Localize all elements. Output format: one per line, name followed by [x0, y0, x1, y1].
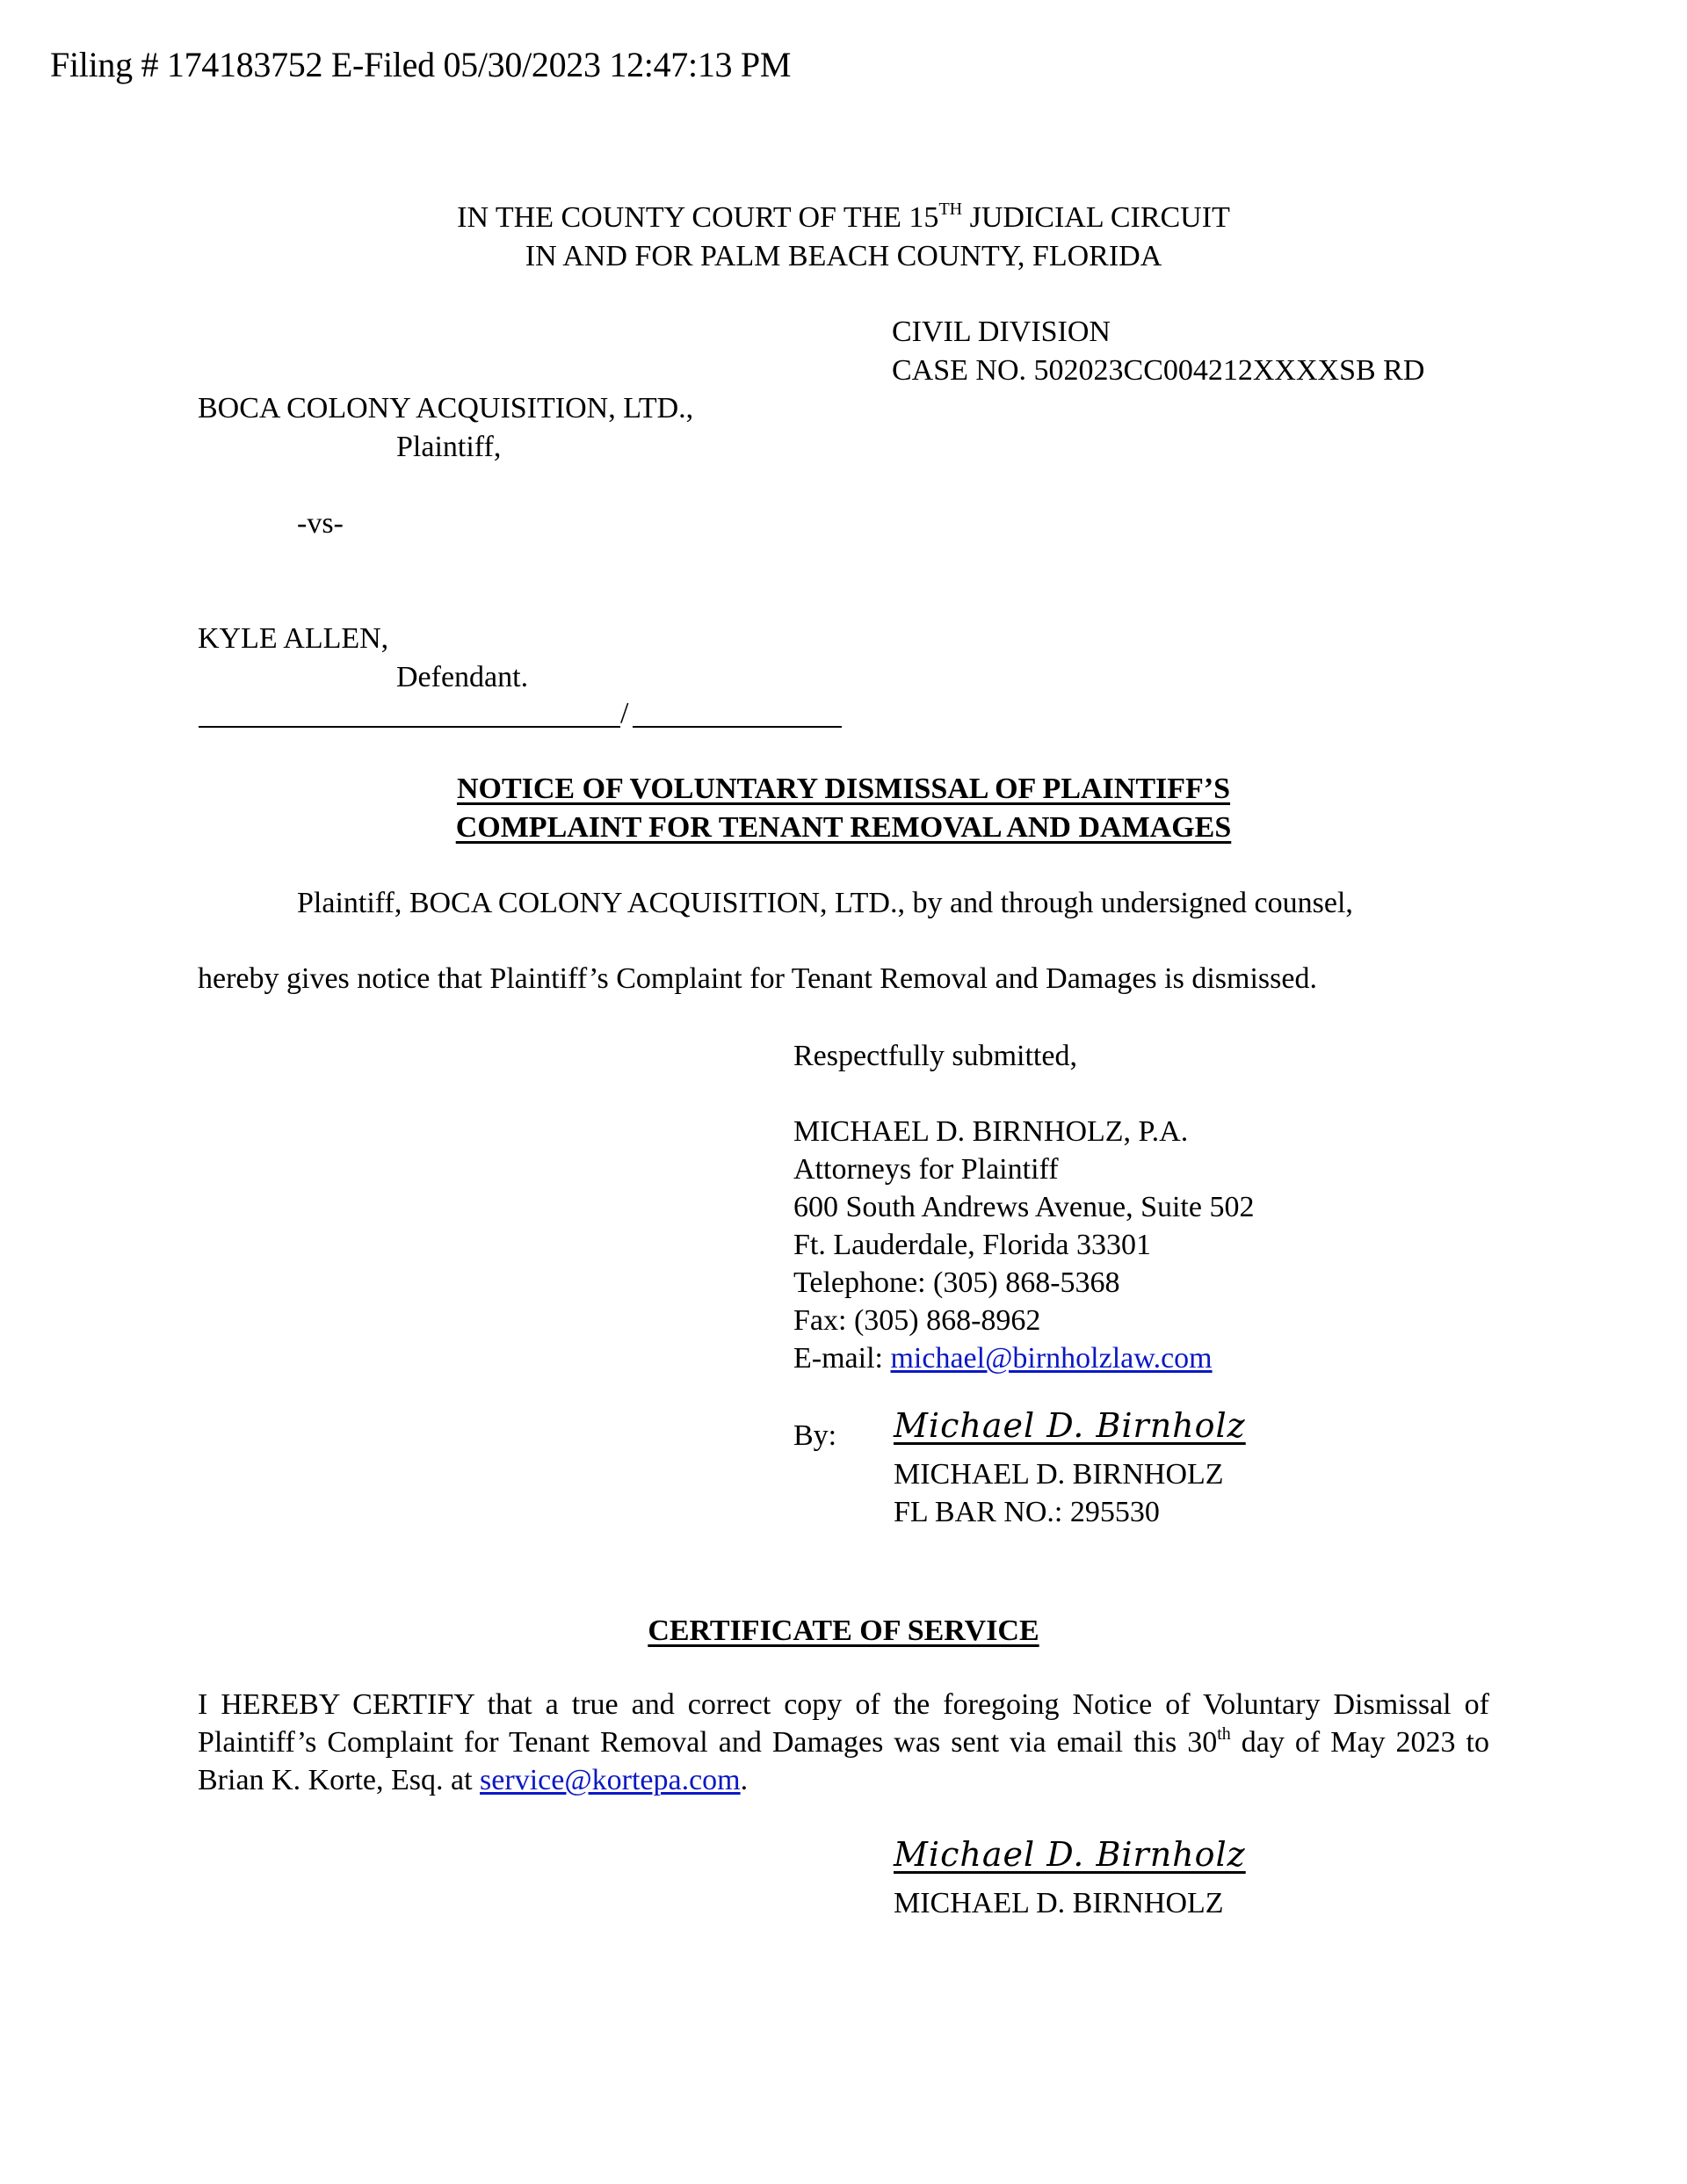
certificate-attorney-name: MICHAEL D. BIRNHOLZ	[894, 1887, 1224, 1919]
service-email-link[interactable]: service@kortepa.com	[480, 1764, 741, 1796]
telephone: Telephone: (305) 868-5368	[793, 1266, 1120, 1299]
caption-line-right	[633, 726, 842, 728]
division-label: CIVIL DIVISION	[892, 316, 1111, 348]
body-line1: Plaintiff, BOCA COLONY ACQUISITION, LTD., by and through undersigned counsel,	[297, 887, 1353, 919]
by-label: By:	[793, 1419, 837, 1452]
bar-number: FL BAR NO.: 295530	[894, 1496, 1160, 1528]
certificate-text-end: .	[740, 1764, 749, 1796]
court-header-line1	[0, 199, 1687, 237]
certificate-heading: CERTIFICATE OF SERVICE	[648, 1614, 1039, 1647]
ordinal-suffix: th	[1217, 1724, 1231, 1744]
case-number: CASE NO. 502023CC004212XXXXSB RD	[892, 354, 1425, 387]
ordinal-suffix: TH	[938, 200, 963, 219]
attorney-name: MICHAEL D. BIRNHOLZ	[894, 1458, 1224, 1491]
certificate-text-main: I HEREBY CERTIFY that a true and correct copy of the foregoing Notice of Voluntary Dismissal of Plaintiff’s Complaint for Tenant Removal and Damages was sent via email this 30	[198, 1688, 1489, 1759]
document-title-line1: NOTICE OF VOLUNTARY DISMISSAL OF PLAINTIFF’S	[456, 773, 1231, 805]
certificate-text	[198, 1686, 1489, 1799]
document-title-line2: COMPLAINT FOR TENANT REMOVAL AND DAMAGES	[455, 811, 1232, 844]
defendant-name: KYLE ALLEN,	[198, 622, 389, 655]
plaintiff-role: Plaintiff,	[396, 431, 502, 463]
firm-role: Attorneys for Plaintiff	[793, 1153, 1059, 1186]
certificate-text-recipient: day of May 2023 to Brian K. Korte, Esq. at	[198, 1726, 1489, 1796]
closing: Respectfully submitted,	[793, 1040, 1077, 1072]
caption-slash: /	[620, 697, 629, 729]
versus-label: -vs-	[297, 507, 344, 540]
firm-name: MICHAEL D. BIRNHOLZ, P.A.	[793, 1115, 1189, 1148]
attorney-email-link[interactable]: michael@birnholzlaw.com	[890, 1342, 1213, 1375]
filing-stamp: Filing # 174183752 E-Filed 05/30/2023 12:47:13 PM	[50, 45, 792, 84]
certificate-signature: Michael D. Birnholz	[894, 1835, 1246, 1874]
address-line2: Ft. Lauderdale, Florida 33301	[793, 1229, 1151, 1261]
caption-line-left	[199, 726, 620, 728]
signature: Michael D. Birnholz	[894, 1406, 1246, 1445]
fax: Fax: (305) 868-8962	[793, 1304, 1041, 1337]
email-line	[793, 1339, 1213, 1378]
defendant-role: Defendant.	[396, 661, 529, 693]
body-line2: hereby gives notice that Plaintiff’s Complaint for Tenant Removal and Damages is dismissed.	[198, 962, 1317, 995]
court-name-text: IN THE COUNTY COURT OF THE 15	[457, 201, 939, 234]
email-label: E-mail:	[793, 1342, 891, 1375]
court-circuit-text: JUDICIAL CIRCUIT	[962, 201, 1230, 234]
address-line1: 600 South Andrews Avenue, Suite 502	[793, 1191, 1255, 1223]
plaintiff-name: BOCA COLONY ACQUISITION, LTD.,	[198, 392, 694, 424]
court-header-line2: IN AND FOR PALM BEACH COUNTY, FLORIDA	[525, 240, 1162, 272]
